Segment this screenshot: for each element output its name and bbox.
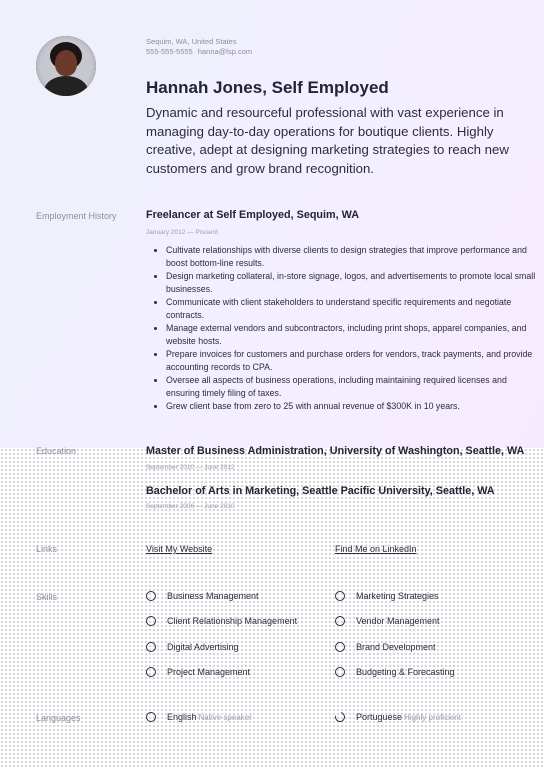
links-label: Links: [36, 544, 58, 554]
skill-name: Vendor Management: [356, 616, 440, 626]
skill-item: [335, 616, 440, 626]
education-degree: Master of Business Administration, University of Washington, Seattle, WA: [146, 445, 525, 457]
skill-item: [335, 591, 439, 601]
skill-item: [146, 667, 250, 677]
skills-label: Skills: [36, 592, 58, 602]
skill-name: Budgeting & Forecasting: [356, 667, 455, 677]
list-item: • Grew client base from zero to 25 with annual revenue of $300K in 10 years.: [166, 400, 538, 413]
language-name: English: [167, 712, 197, 722]
profile-summary: Dynamic and resourceful professional with vast experience in managing day-to-day operations for boutique clients. Highly creative, adept at designing marketing strategies to reach new customers and grow brand recognition.: [146, 105, 509, 176]
skill-level-icon: [146, 616, 156, 626]
skill-item: [146, 616, 297, 626]
skill-item: [335, 642, 436, 652]
education-dates: September 2006 — June 2010: [146, 503, 235, 510]
education-label: Education: [36, 446, 77, 456]
list-item: • Cultivate relationships with diverse clients to design strategies that improve performance and boost bottom-line results.: [166, 244, 538, 270]
education-dates: September 2010 — June 2012: [146, 464, 235, 471]
page-title: Hannah Jones, Self Employed: [146, 78, 389, 97]
education-degree: Bachelor of Arts in Marketing, Seattle Pacific University, Seattle, WA: [146, 485, 495, 497]
skill-name: Business Management: [167, 591, 259, 601]
list-item: • Prepare invoices for customers and purchase orders for vendors, track payments, and provide accounting records to CPA.: [166, 348, 538, 374]
language-name: Portuguese: [356, 712, 403, 722]
skill-level-icon: [335, 642, 345, 652]
skill-level-icon: [146, 667, 156, 677]
language-item: [146, 712, 252, 722]
language-level-icon: [333, 710, 347, 724]
language-level: Highly proficient: [404, 712, 461, 722]
contact-line: [146, 47, 252, 56]
skill-item: [146, 642, 239, 652]
skill-name: Digital Advertising: [167, 642, 239, 652]
list-item: • Design marketing collateral, in-store signage, logos, and advertisements to promote local small businesses.: [166, 270, 538, 296]
website-link[interactable]: Visit My Website: [146, 544, 213, 554]
skill-name: Client Relationship Management: [167, 616, 298, 626]
languages-label: Languages: [36, 713, 81, 723]
avatar: [36, 36, 96, 96]
skill-level-icon: [335, 591, 345, 601]
language-level: Native speaker: [198, 712, 252, 722]
employment-label: Employment History: [36, 211, 117, 221]
list-item: • Oversee all aspects of business operations, including maintaining required licenses and ensuring timely filing of taxes.: [166, 374, 538, 400]
skill-name: Project Management: [167, 667, 251, 677]
skill-level-icon: [335, 616, 345, 626]
linkedin-link[interactable]: Find Me on LinkedIn: [335, 544, 417, 554]
skill-level-icon: [146, 591, 156, 601]
job-dates: January 2012 — Present: [146, 229, 218, 236]
language-level-icon: [146, 712, 156, 722]
contact-location: Sequim, WA, United States: [146, 37, 237, 46]
skill-item: [335, 667, 455, 677]
skill-name: Marketing Strategies: [356, 591, 439, 601]
job-bullets: [146, 244, 538, 413]
contact-email[interactable]: hanna@lsp.com: [197, 47, 253, 56]
contact-phone: 555-555-5555: [146, 47, 193, 56]
language-item: [335, 712, 461, 722]
list-item: • Manage external vendors and subcontractors, including print shops, apparel companies, and website hosts.: [166, 322, 538, 348]
skill-name: Brand Development: [356, 642, 436, 652]
job-title: Freelancer at Self Employed, Sequim, WA: [146, 209, 360, 221]
skill-level-icon: [335, 667, 345, 677]
list-item: • Communicate with client stakeholders to understand specific requirements and negotiate contracts.: [166, 296, 538, 322]
skill-item: [146, 591, 259, 601]
skill-level-icon: [146, 642, 156, 652]
